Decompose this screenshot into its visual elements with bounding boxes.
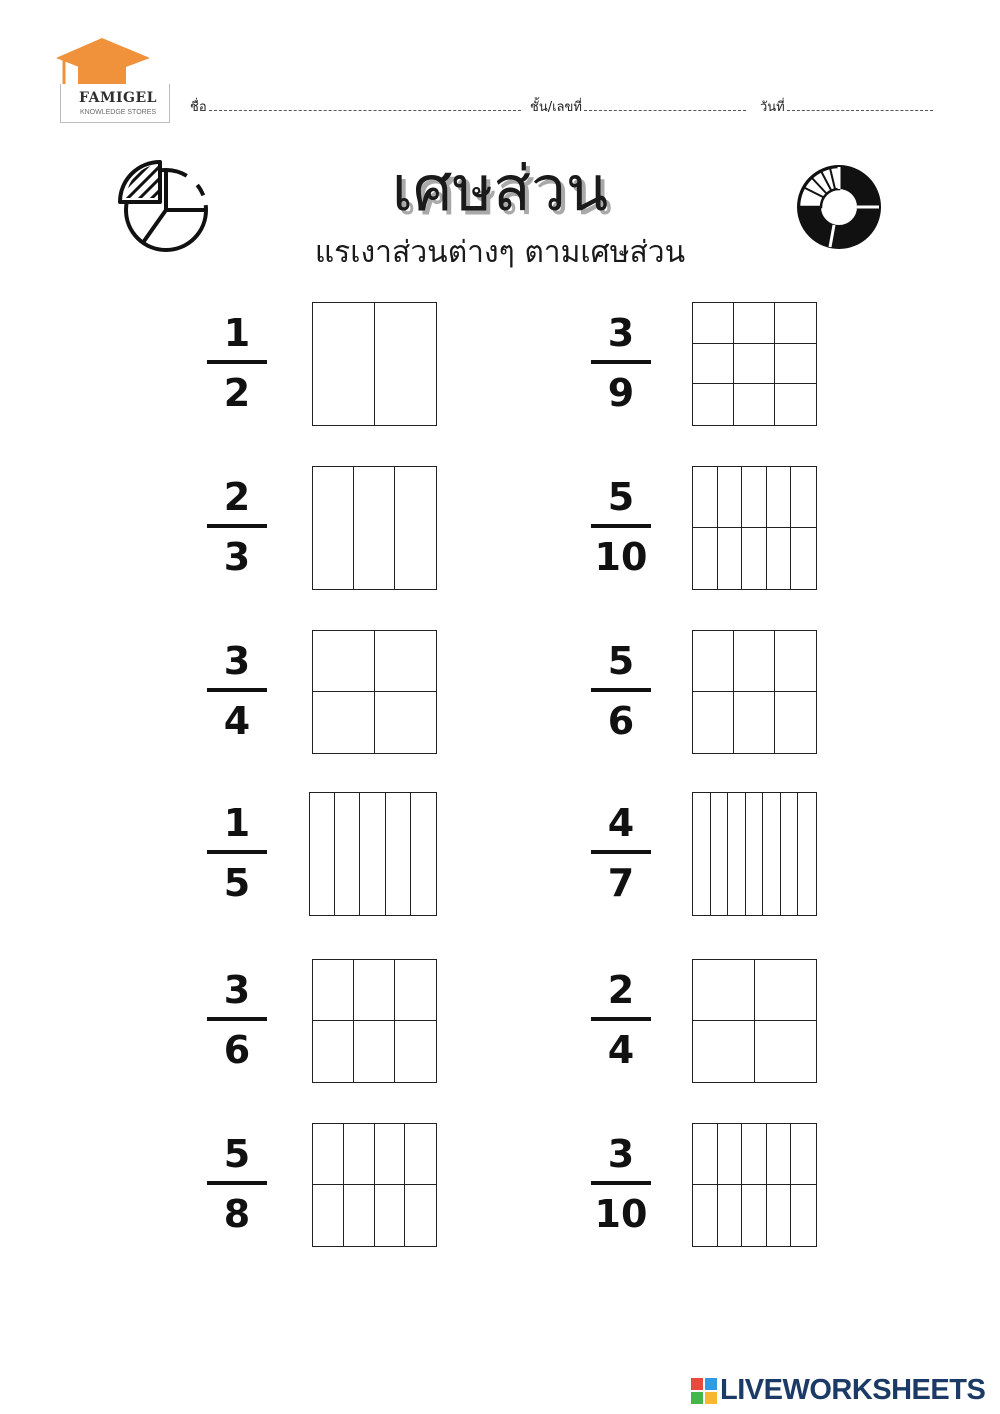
grid-cell[interactable] — [798, 793, 816, 915]
grid-cell[interactable] — [411, 793, 436, 915]
logo-tagline: KNOWLEDGE STORES — [79, 109, 157, 116]
numerator: 3 — [607, 1132, 635, 1176]
numerator: 1 — [223, 801, 251, 845]
fraction-right-3 — [591, 638, 651, 744]
grid-cell[interactable] — [693, 960, 755, 1021]
fraction-bar — [207, 360, 267, 364]
grid-cell[interactable] — [313, 303, 375, 425]
name-line[interactable] — [209, 98, 521, 111]
grid-cell[interactable] — [395, 960, 436, 1021]
grid-cell[interactable] — [693, 384, 734, 425]
grid-cell[interactable] — [742, 528, 767, 589]
grid-cell[interactable] — [791, 1124, 816, 1185]
grid-cell[interactable] — [313, 960, 354, 1021]
grid-cell[interactable] — [734, 631, 775, 692]
grid-cell[interactable] — [395, 1021, 436, 1082]
fraction-bar — [591, 1017, 651, 1021]
grid-cell[interactable] — [335, 793, 360, 915]
fraction-left-5 — [207, 967, 267, 1073]
shading-grid-left-6[interactable] — [312, 1123, 437, 1247]
grid-cell[interactable] — [375, 692, 437, 753]
grid-cell[interactable] — [375, 303, 437, 425]
grid-cell[interactable] — [693, 1021, 755, 1082]
grid-cell[interactable] — [693, 692, 734, 753]
grid-cell[interactable] — [718, 1124, 743, 1185]
liveworksheets-icon — [690, 1377, 718, 1405]
denominator: 7 — [607, 861, 635, 905]
page-title: เศษส่วน — [391, 152, 609, 225]
grid-cell[interactable] — [734, 344, 775, 385]
date-field[interactable] — [760, 96, 933, 117]
denominator: 10 — [594, 1192, 648, 1236]
denominator: 3 — [223, 535, 251, 579]
date-label: วันที่ — [760, 100, 785, 115]
liveworksheets-brand: LIVEWORKSHEETS — [720, 1374, 986, 1406]
fraction-right-6 — [591, 1131, 651, 1237]
name-field[interactable] — [190, 96, 521, 117]
grid-cell[interactable] — [734, 692, 775, 753]
grid-cell[interactable] — [767, 1124, 792, 1185]
shading-grid-left-4[interactable] — [309, 792, 437, 916]
grid-cell[interactable] — [405, 1185, 436, 1246]
grid-cell[interactable] — [742, 467, 767, 528]
shading-grid-left-1[interactable] — [312, 302, 437, 426]
fraction-left-6 — [207, 1131, 267, 1237]
class-label: ชั้น/เลขที่ — [530, 100, 582, 115]
grid-cell[interactable] — [354, 467, 395, 589]
shading-grid-left-2[interactable] — [312, 466, 437, 590]
student-info-fields — [190, 96, 950, 120]
fraction-left-2 — [207, 474, 267, 580]
grid-cell[interactable] — [775, 384, 816, 425]
grid-cell[interactable] — [313, 631, 375, 692]
grid-cell[interactable] — [755, 1021, 817, 1082]
grid-cell[interactable] — [775, 303, 816, 344]
grid-cell[interactable] — [711, 793, 729, 915]
date-line[interactable] — [787, 98, 933, 111]
grid-cell[interactable] — [693, 303, 734, 344]
liveworksheets-logo — [690, 1374, 990, 1406]
grid-cell[interactable] — [313, 1124, 344, 1185]
grid-cell[interactable] — [728, 793, 746, 915]
grid-cell[interactable] — [718, 528, 743, 589]
grid-cell[interactable] — [386, 793, 411, 915]
denominator: 10 — [594, 535, 648, 579]
numerator: 3 — [223, 968, 251, 1012]
shading-grid-right-4[interactable] — [692, 792, 817, 916]
grid-cell[interactable] — [791, 528, 816, 589]
grid-cell[interactable] — [313, 467, 354, 589]
denominator: 8 — [223, 1192, 251, 1236]
numerator: 5 — [223, 1132, 251, 1176]
grid-cell[interactable] — [746, 793, 764, 915]
grid-cell[interactable] — [313, 1021, 354, 1082]
denominator: 6 — [607, 699, 635, 743]
grid-cell[interactable] — [693, 1185, 718, 1246]
fraction-right-1 — [591, 310, 651, 416]
numerator: 5 — [607, 475, 635, 519]
donut-chart-icon — [794, 162, 884, 252]
fraction-left-1 — [207, 310, 267, 416]
grid-cell[interactable] — [718, 1185, 743, 1246]
grid-cell[interactable] — [375, 1185, 406, 1246]
grid-cell[interactable] — [693, 528, 718, 589]
grid-cell[interactable] — [742, 1124, 767, 1185]
shading-grid-right-5[interactable] — [692, 959, 817, 1083]
grid-cell[interactable] — [693, 344, 734, 385]
fraction-bar — [591, 1181, 651, 1185]
grid-cell[interactable] — [310, 793, 335, 915]
grid-cell[interactable] — [344, 1124, 375, 1185]
denominator: 9 — [607, 371, 635, 415]
grid-cell[interactable] — [734, 384, 775, 425]
grid-cell[interactable] — [718, 467, 743, 528]
fraction-bar — [207, 1017, 267, 1021]
grid-cell[interactable] — [767, 1185, 792, 1246]
grid-cell[interactable] — [791, 467, 816, 528]
grid-cell[interactable] — [375, 1124, 406, 1185]
fraction-bar — [207, 1181, 267, 1185]
shading-grid-right-1[interactable] — [692, 302, 817, 426]
fraction-bar — [591, 688, 651, 692]
numerator: 2 — [223, 475, 251, 519]
shading-grid-right-6[interactable] — [692, 1123, 817, 1247]
fraction-bar — [207, 850, 267, 854]
numerator: 4 — [607, 801, 635, 845]
page-subtitle: แรเงาส่วนต่างๆ ตามเศษส่วน — [314, 235, 686, 270]
grid-cell[interactable] — [405, 1124, 436, 1185]
fraction-right-2 — [591, 474, 651, 580]
grid-cell[interactable] — [693, 793, 711, 915]
fraction-bar — [591, 524, 651, 528]
denominator: 4 — [223, 699, 251, 743]
numerator: 2 — [607, 968, 635, 1012]
famigel-logo — [52, 36, 172, 128]
grid-cell[interactable] — [791, 1185, 816, 1246]
class-line[interactable] — [584, 98, 746, 111]
grid-cell[interactable] — [395, 467, 436, 589]
grid-cell[interactable] — [775, 344, 816, 385]
numerator: 5 — [607, 639, 635, 683]
grid-cell[interactable] — [781, 793, 799, 915]
shading-grid-right-3[interactable] — [692, 630, 817, 754]
denominator: 2 — [223, 371, 251, 415]
grid-cell[interactable] — [734, 303, 775, 344]
grid-cell[interactable] — [742, 1185, 767, 1246]
grid-cell[interactable] — [693, 467, 718, 528]
name-label: ชื่อ — [190, 100, 207, 115]
shading-grid-left-3[interactable] — [312, 630, 437, 754]
fraction-bar — [207, 688, 267, 692]
grid-cell[interactable] — [767, 467, 792, 528]
denominator: 4 — [607, 1028, 635, 1072]
fraction-bar — [207, 524, 267, 528]
grid-cell[interactable] — [767, 528, 792, 589]
grid-cell[interactable] — [775, 631, 816, 692]
grid-cell[interactable] — [313, 692, 375, 753]
grid-cell[interactable] — [344, 1185, 375, 1246]
grid-cell[interactable] — [354, 960, 395, 1021]
denominator: 5 — [223, 861, 251, 905]
grid-cell[interactable] — [354, 1021, 395, 1082]
pie-chart-icon — [116, 158, 212, 254]
class-field[interactable] — [530, 96, 746, 117]
grid-cell[interactable] — [763, 793, 781, 915]
fraction-left-3 — [207, 638, 267, 744]
grid-cell[interactable] — [693, 631, 734, 692]
shading-grid-right-2[interactable] — [692, 466, 817, 590]
denominator: 6 — [223, 1028, 251, 1072]
grid-cell[interactable] — [360, 793, 385, 915]
shading-grid-left-5[interactable] — [312, 959, 437, 1083]
logo-name: FAMIGEL — [79, 90, 157, 106]
grid-cell[interactable] — [693, 1124, 718, 1185]
grid-cell[interactable] — [313, 1185, 344, 1246]
numerator: 3 — [607, 311, 635, 355]
grid-cell[interactable] — [755, 960, 817, 1021]
fraction-left-4 — [207, 800, 267, 906]
fraction-bar — [591, 360, 651, 364]
numerator: 1 — [223, 311, 251, 355]
grid-cell[interactable] — [375, 631, 437, 692]
fraction-right-4 — [591, 800, 651, 906]
grid-cell[interactable] — [775, 692, 816, 753]
fraction-right-5 — [591, 967, 651, 1073]
fraction-bar — [591, 850, 651, 854]
numerator: 3 — [223, 639, 251, 683]
